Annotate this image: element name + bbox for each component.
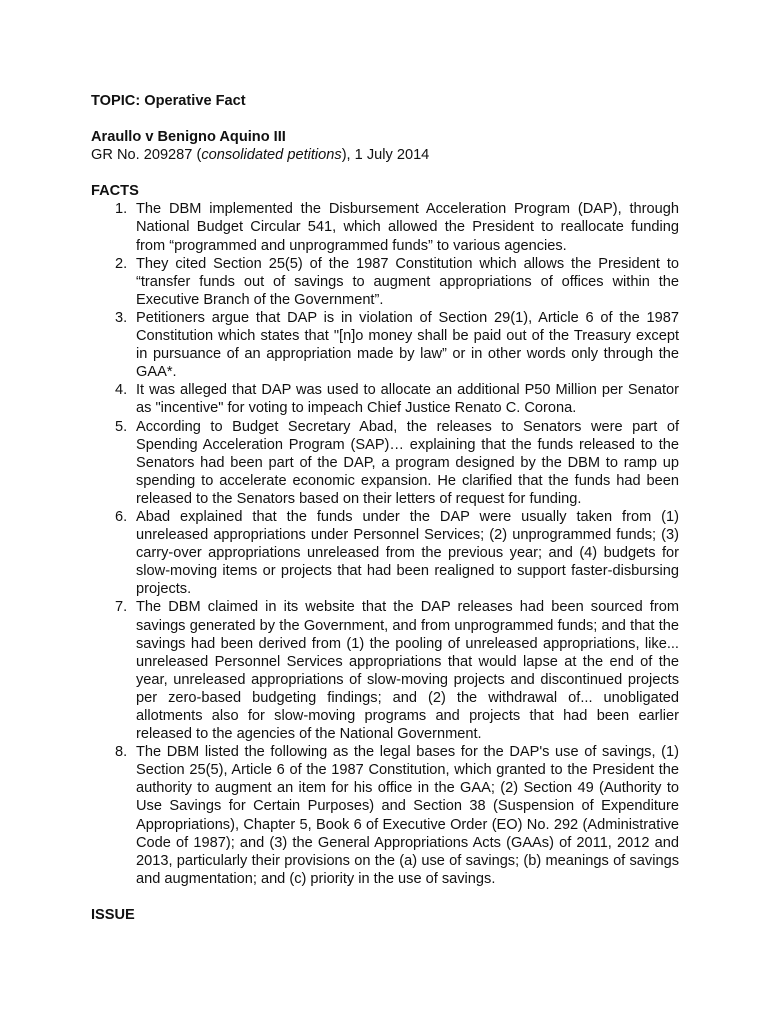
fact-item — [91, 418, 679, 508]
gr-number: GR No. 209287 ( — [91, 147, 202, 164]
fact-number: 6. — [115, 508, 128, 525]
case-title: Araullo v Benigno Aquino III — [91, 129, 286, 146]
fact-number: 4. — [115, 382, 128, 399]
fact-text: According to Budget Secretary Abad, the releases to Senators were part of Spending Acceleration Program (SAP)… explaining that the funds released to the Senators had been part of the DAP, a program designed by the DBM to ramp up spending to accelerate economic expansion. He clarified that the funds had been released to the Senators based on their letters of request for funding. — [136, 418, 679, 507]
fact-text: Abad explained that the funds under the DAP were usually taken from (1) unreleased appropriations under Personnel Services; (2) unprogrammed funds; (3) carry-over appropriations unreleased from the previous year; and (4) budgets for slow-moving items or projects that had been realigned to support faster-disbursing projects. — [136, 508, 679, 598]
fact-item — [91, 743, 679, 888]
fact-item — [91, 508, 679, 598]
fact-number: 5. — [115, 418, 128, 435]
document-body — [91, 92, 679, 924]
fact-text: They cited Section 25(5) of the 1987 Constitution which allows the President to “transfer funds out of savings to augment appropriations of offices within the Executive Branch of the Government”. — [136, 255, 679, 308]
case-citation — [91, 146, 679, 164]
fact-item — [91, 255, 679, 309]
decision-date: ), 1 July 2014 — [341, 147, 430, 164]
fact-text: Petitioners argue that DAP is in violation of Section 29(1), Article 6 of the 1987 Constitution which states that "[n]o money shall be paid out of the Treasury except in pursuance of an appropriation made by law” or in other words only through the GAA*. — [136, 309, 679, 381]
fact-text: The DBM listed the following as the legal bases for the DAP's use of savings, (1) Section 25(5), Article 6 of the 1987 Constitution, which granted to the President the authority to augment an item for his office in the GAA; (2) Section 49 (Authority to Use Savings for Certain Purposes) and Section 38 (Suspension of Expenditure Appropriations), Chapter 5, Book 6 of Executive Order (EO) No. 292 (Administrative Code of 1987); and (3) the General Appropriations Acts (GAAs) of 2011, 2012 and 2013, particularly their provisions on the (a) use of savings; (b) meanings of savings and augmentation; and (c) priority in the use of savings. — [136, 744, 679, 887]
fact-item — [91, 598, 679, 743]
fact-number: 2. — [115, 255, 128, 272]
fact-number: 7. — [115, 599, 128, 616]
facts-list — [91, 200, 679, 888]
fact-text: It was alleged that DAP was used to allocate an additional P50 Million per Senator as "incentive" for voting to impeach Chief Justice Renato C. Corona. — [136, 382, 679, 417]
fact-item — [91, 381, 679, 417]
fact-number: 8. — [115, 744, 128, 761]
issue-heading: ISSUE — [91, 906, 135, 923]
fact-item — [91, 309, 679, 381]
fact-item — [91, 200, 679, 254]
fact-text: The DBM claimed in its website that the DAP releases had been sourced from savings generated by the Government, and from unprogrammed funds; and that the savings had been derived from (1) the pooling of unreleased appropriations, like... unreleased Personnel Services appropriations that would lapse at the end of the year, unreleased appropriations of slow-moving projects and discontinued projects per zero-based budgeting findings; and (2) the withdrawal of... unobligated allotments also for slow-moving programs and projects that had been earlier released to the agencies of the National Government. — [136, 599, 679, 743]
fact-number: 3. — [115, 309, 128, 326]
fact-text: The DBM implemented the Disbursement Acceleration Program (DAP), through National Budget Circular 541, which allowed the President to reallocate funding from “programmed and unprogrammed funds” to various agencies. — [136, 201, 679, 254]
topic-heading: TOPIC: Operative Fact — [91, 93, 246, 109]
fact-number: 1. — [115, 201, 128, 218]
facts-heading: FACTS — [91, 183, 139, 200]
consolidated-petitions-note: consolidated petitions — [201, 147, 342, 164]
